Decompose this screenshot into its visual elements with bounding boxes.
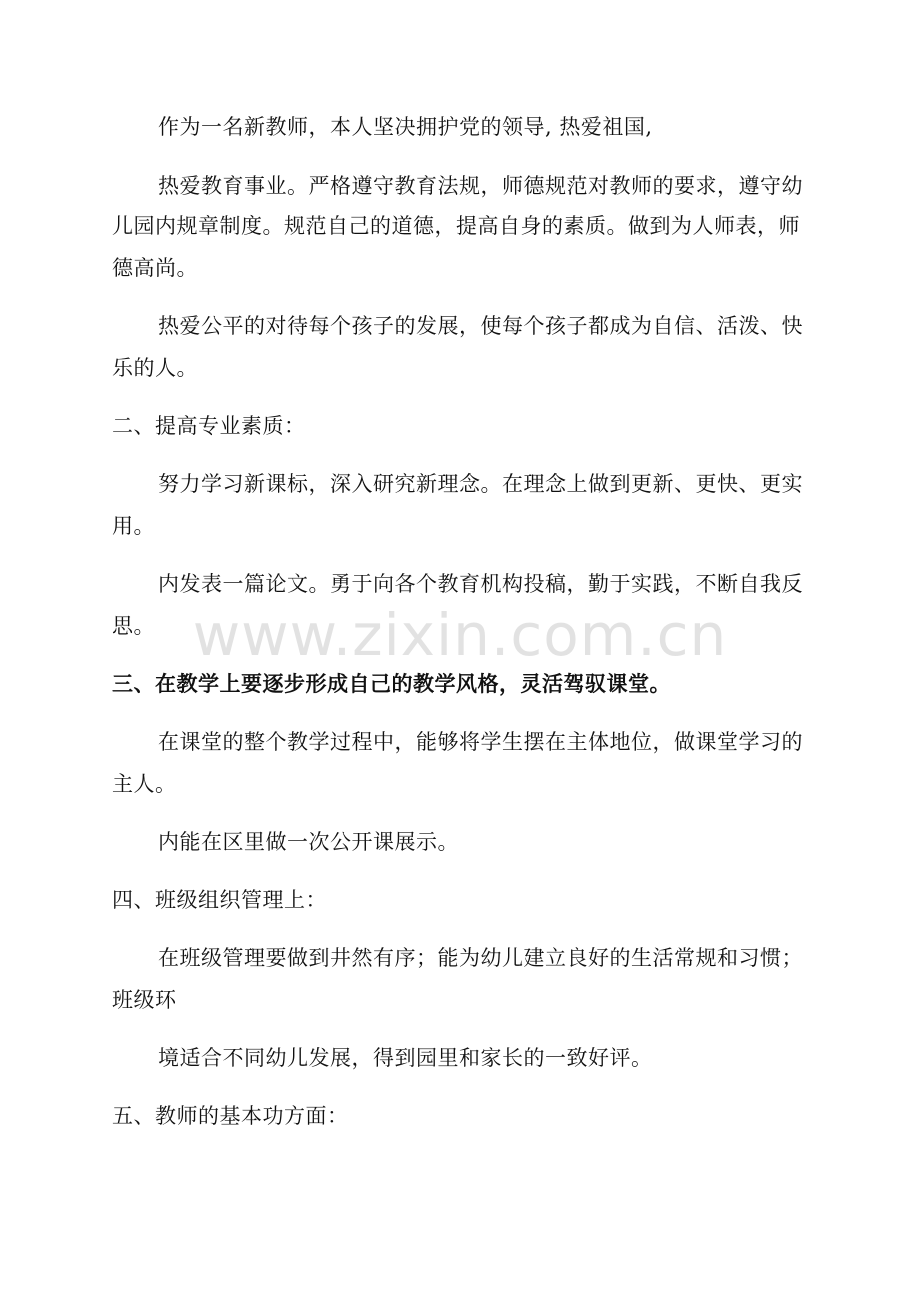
paragraph-line: 思。 [112,614,155,638]
paragraph-line: 在课堂的整个教学过程中，能够将学生摆在主体地位，做课堂学习的 [158,730,803,754]
paragraph-line: 内发表一篇论文。勇于向各个教育机构投稿，勤于实践，不断自我反 [158,572,803,596]
section-heading-bold: 三、在教学上要逐步形成自己的教学风格，灵活驾驭课堂。 [112,671,671,696]
paragraph-line: 作为一名新教师，本人坚决拥护党的领导, 热爱祖国, [158,115,653,139]
paragraph-line: 内能在区里做一次公开课展示。 [158,830,459,854]
watermark: www.zixin.com.cn [192,601,728,669]
paragraph-line: 热爱教育事业。严格遵守教育法规，师德规范对教师的要求，遵守幼 [158,174,803,198]
section-heading: 五、教师的基本功方面： [112,1104,349,1128]
section-heading: 四、班级组织管理上： [112,888,327,912]
paragraph-line: 境适合不同幼儿发展，得到园里和家长的一致好评。 [158,1046,653,1070]
paragraph-line: 努力学习新课标，深入研究新理念。在理念上做到更新、更快、更实 [158,472,803,496]
paragraph-line: 主人。 [112,772,177,796]
paragraph-line: 用。 [112,514,155,538]
paragraph-line: 乐的人。 [112,356,198,380]
paragraph-line: 班级环 [112,988,177,1012]
paragraph-line: 在班级管理要做到井然有序；能为幼儿建立良好的生活常规和习惯； [158,946,803,970]
paragraph-line: 热爱公平的对待每个孩子的发展，使每个孩子都成为自信、活泼、快 [158,314,803,338]
paragraph-line: 儿园内规章制度。规范自己的道德，提高自身的素质。做到为人师表，师 [112,214,800,238]
paragraph-line: 德高尚。 [112,256,198,280]
section-heading: 二、提高专业素质： [112,414,306,438]
